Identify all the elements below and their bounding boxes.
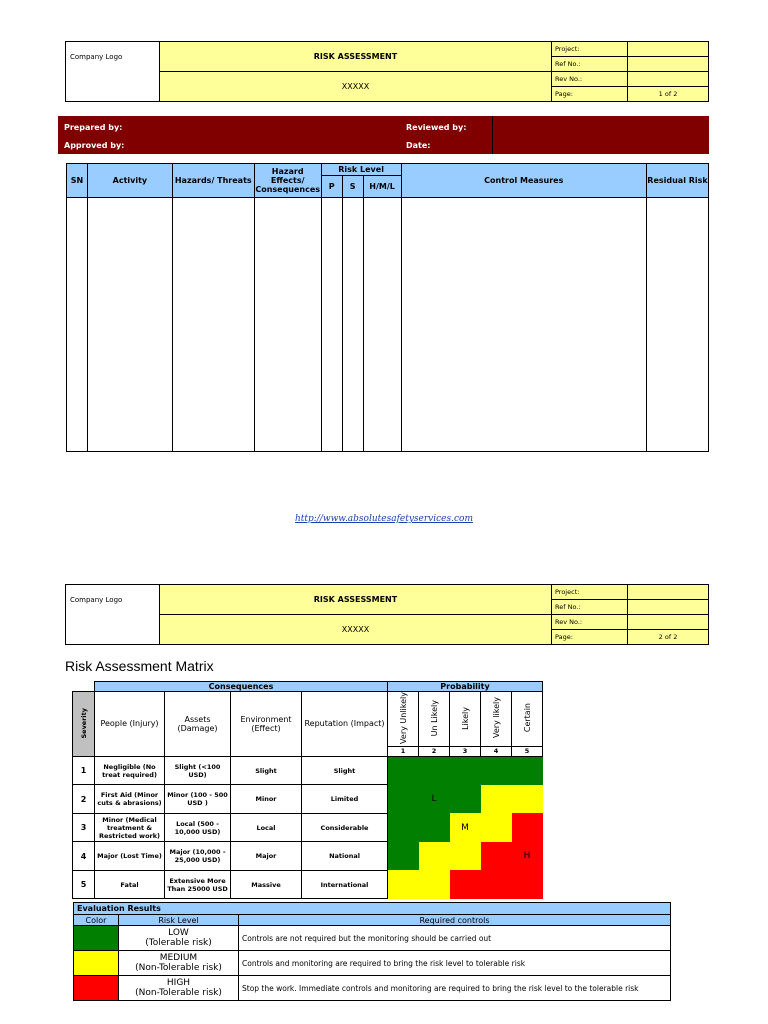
reputation-cell: Considerable <box>302 813 388 842</box>
meta-label: Page: <box>552 630 628 644</box>
doc-subtitle: XXXXX <box>341 82 370 91</box>
risk-level-description: (Non-Tolerable risk) <box>135 963 222 973</box>
evaluation-row <box>74 976 671 1001</box>
doc-title: RISK ASSESSMENT <box>160 585 551 615</box>
evaluation-row <box>74 951 671 976</box>
heatmap-cell <box>481 842 512 871</box>
heatmap-cell <box>450 756 481 785</box>
meta-label: Rev No.: <box>552 72 628 86</box>
severity-row <box>73 785 543 814</box>
meta-row <box>552 630 708 644</box>
col-sn: SN <box>67 164 88 198</box>
company-logo: Company Logo <box>66 42 160 101</box>
severity-row <box>73 870 543 899</box>
people-cell: Major (Lost Time) <box>95 842 165 871</box>
table-row <box>67 198 709 452</box>
assets-cell: Extensive More Than 25000 USD <box>165 870 231 899</box>
risk-level-name: MEDIUM <box>159 953 198 963</box>
risk-level-cell <box>119 976 239 1001</box>
website-link[interactable]: http://www.absolutesafetyservices.com <box>295 514 473 524</box>
heatmap-cell <box>481 813 512 842</box>
meta-row <box>552 585 708 600</box>
heatmap-cell <box>388 870 419 899</box>
severity-number: 4 <box>73 842 95 871</box>
meta-row <box>552 600 708 615</box>
meta-block <box>552 42 708 101</box>
required-controls-cell: Stop the work. Immediate controls and monitoring are required to bring the risk level to the tolerable risk <box>239 976 671 1001</box>
date-label: Date: <box>406 141 431 150</box>
reviewed-by-label: Reviewed by: <box>406 123 467 132</box>
prepared-by-label: Prepared by: <box>64 123 123 132</box>
consequence-column: Assets (Damage) <box>165 692 231 757</box>
col-required-controls: Required controls <box>239 915 671 926</box>
environment-cell: Slight <box>231 756 302 785</box>
heatmap-cell <box>419 842 450 871</box>
meta-label: Page: <box>552 87 628 101</box>
zone-label: M <box>450 813 481 842</box>
assets-cell: Local (500 - 10,000 USD) <box>165 813 231 842</box>
heatmap-cell <box>419 813 450 842</box>
people-cell: Fatal <box>95 870 165 899</box>
heatmap-cell <box>419 870 450 899</box>
title-block <box>160 42 552 101</box>
col-residual: Residual Risk <box>646 164 708 198</box>
probability-header: Probability <box>388 682 543 692</box>
heatmap-cell <box>481 785 512 814</box>
required-controls-cell: Controls and monitoring are required to bring the risk level to tolerable risk <box>239 951 671 976</box>
title-block <box>160 585 552 644</box>
page1-header <box>65 41 709 102</box>
approved-by-label: Approved by: <box>64 141 125 150</box>
heatmap-cell <box>388 813 419 842</box>
assets-cell: Minor (100 - 500 USD ) <box>165 785 231 814</box>
meta-row <box>552 615 708 630</box>
zone-label: H <box>512 842 543 871</box>
risk-matrix <box>72 681 543 899</box>
meta-label: Ref No.: <box>552 600 628 614</box>
risk-level-description: (Tolerable risk) <box>145 938 212 948</box>
heatmap-cell <box>388 756 419 785</box>
risk-level-name: LOW <box>168 928 189 938</box>
heatmap-cell <box>450 842 481 871</box>
severity-number: 5 <box>73 870 95 899</box>
company-logo: Company Logo <box>66 585 160 644</box>
heatmap-cell <box>512 813 543 842</box>
probability-number: 1 <box>388 746 419 756</box>
probability-number: 4 <box>481 746 512 756</box>
heatmap-cell <box>512 870 543 899</box>
severity-row <box>73 842 543 871</box>
heatmap-cell <box>388 785 419 814</box>
heatmap-cell <box>450 870 481 899</box>
col-s: S <box>342 176 363 198</box>
doc-title: RISK ASSESSMENT <box>160 42 551 72</box>
severity-number: 2 <box>73 785 95 814</box>
col-control: Control Measures <box>401 164 646 198</box>
activity-table <box>66 163 709 452</box>
evaluation-row <box>74 926 671 951</box>
required-controls-cell: Controls are not required but the monitoring should be carried out <box>239 926 671 951</box>
heatmap-cell <box>512 756 543 785</box>
col-hml: H/M/L <box>363 176 401 198</box>
probability-level: Un Likely <box>419 692 450 747</box>
consequence-column: Environment (Effect) <box>231 692 302 757</box>
heatmap-cell <box>481 756 512 785</box>
col-risk-level: Risk Level <box>321 164 401 176</box>
assets-cell: Major (10,000 - 25,000 USD) <box>165 842 231 871</box>
meta-row <box>552 57 708 72</box>
meta-value <box>628 72 708 86</box>
matrix-title: Risk Assessment Matrix <box>65 658 214 674</box>
heatmap-cell <box>388 842 419 871</box>
people-cell: Minor (Medical treatment & Restricted work) <box>95 813 165 842</box>
meta-row <box>552 72 708 87</box>
signoff-bar <box>58 116 709 154</box>
environment-cell: Massive <box>231 870 302 899</box>
meta-block <box>552 585 708 644</box>
people-cell: Negligible (No treat required) <box>95 756 165 785</box>
meta-value: 2 of 2 <box>658 633 678 641</box>
heatmap-cell <box>481 870 512 899</box>
probability-number: 2 <box>419 746 450 756</box>
col-activity: Activity <box>87 164 172 198</box>
heatmap-cell <box>450 785 481 814</box>
meta-row <box>552 87 708 101</box>
meta-label: Project: <box>552 42 628 56</box>
consequences-header: Consequences <box>95 682 388 692</box>
meta-label: Ref No.: <box>552 57 628 71</box>
col-risk-level: Risk Level <box>119 915 239 926</box>
probability-level: Very Unlikely <box>388 692 419 747</box>
severity-row <box>73 756 543 785</box>
environment-cell: Local <box>231 813 302 842</box>
assets-cell: Slight (<100 USD) <box>165 756 231 785</box>
evaluation-title: Evaluation Results <box>74 903 671 915</box>
meta-value <box>628 615 708 629</box>
meta-label: Rev No.: <box>552 615 628 629</box>
heatmap-cell <box>419 756 450 785</box>
people-cell: First Aid (Minor cuts & abrasions) <box>95 785 165 814</box>
environment-cell: Minor <box>231 785 302 814</box>
meta-value <box>628 57 708 71</box>
evaluation-table <box>73 902 671 1001</box>
severity-row <box>73 813 543 842</box>
risk-level-cell <box>119 951 239 976</box>
col-p: P <box>321 176 342 198</box>
risk-level-name: HIGH <box>166 978 191 988</box>
doc-subtitle: XXXXX <box>341 625 370 634</box>
col-effects: Hazard Effects/ Consequences <box>254 164 321 198</box>
meta-label: Project: <box>552 585 628 599</box>
risk-color-swatch <box>74 976 119 1001</box>
risk-level-cell <box>119 926 239 951</box>
col-color: Color <box>74 915 119 926</box>
reputation-cell: Slight <box>302 756 388 785</box>
risk-level-description: (Non-Tolerable risk) <box>135 988 222 998</box>
zone-label: L <box>419 785 450 814</box>
severity-number: 1 <box>73 756 95 785</box>
col-hazards: Hazards/ Threats <box>172 164 254 198</box>
reputation-cell: International <box>302 870 388 899</box>
severity-number: 3 <box>73 813 95 842</box>
probability-level: Very likely <box>481 692 512 747</box>
meta-value <box>628 585 708 599</box>
consequence-column: Reputation (Impact) <box>302 692 388 757</box>
page2-header <box>65 584 709 645</box>
meta-row <box>552 42 708 57</box>
environment-cell: Major <box>231 842 302 871</box>
meta-value: 1 of 2 <box>658 90 678 98</box>
risk-color-swatch <box>74 951 119 976</box>
probability-level: Certain <box>512 692 543 747</box>
probability-number: 5 <box>512 746 543 756</box>
meta-value <box>628 600 708 614</box>
probability-level: Likely <box>450 692 481 747</box>
reputation-cell: National <box>302 842 388 871</box>
consequence-column: People (Injury) <box>95 692 165 757</box>
risk-color-swatch <box>74 926 119 951</box>
severity-header: Severity <box>73 692 95 757</box>
reputation-cell: Limited <box>302 785 388 814</box>
heatmap-cell <box>512 785 543 814</box>
meta-value <box>628 42 708 56</box>
probability-number: 3 <box>450 746 481 756</box>
